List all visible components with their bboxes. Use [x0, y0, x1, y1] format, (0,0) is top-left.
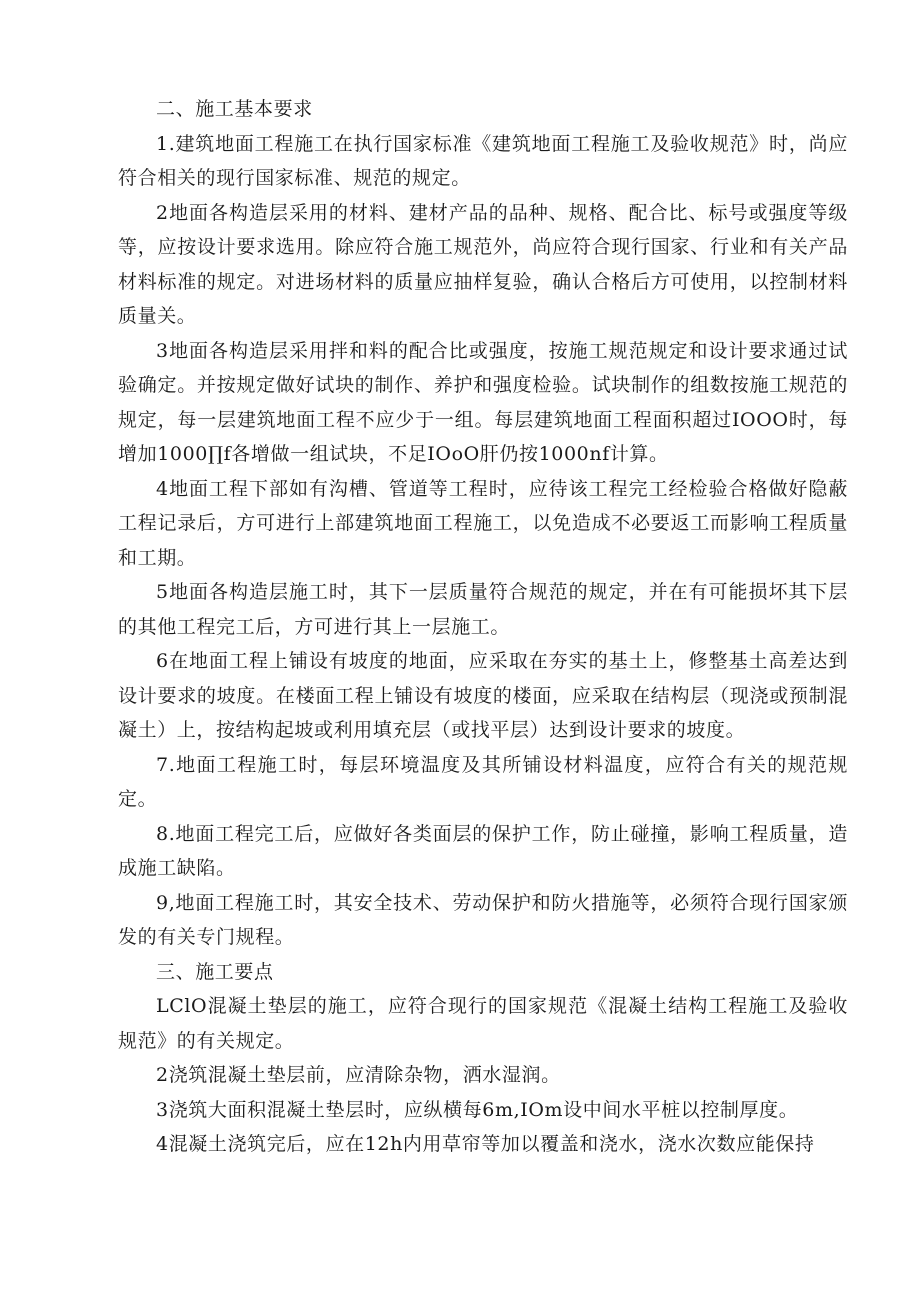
paragraph-3-4: 4混凝土浇筑完后，应在12h内用草帘等加以覆盖和浇水，浇水次数应能保持 [156, 1133, 815, 1155]
document-body [118, 92, 848, 1162]
paragraph-2-5: 5地面各构造层施工时，其下一层质量符合规范的规定，并在有可能损坏其下层的其他工程完工后，方可进行其上一层施工。 [118, 581, 848, 638]
section-heading-2: 二、施工基本要求 [156, 98, 313, 120]
section-heading-3: 三、施工要点 [156, 960, 274, 983]
paragraph-3-1: LClO混凝土垫层的施工，应符合现行的国家规范《混凝土结构工程施工及验收规范》的有关规定。 [118, 995, 848, 1052]
paragraph-2-8: 8.地面工程完工后，应做好各类面层的保护工作，防止碰撞，影响工程质量，造成施工缺陷。 [118, 822, 848, 879]
paragraph-2-7: 7.地面工程施工时，每层环境温度及其所铺设材料温度，应符合有关的规范规定。 [118, 753, 848, 810]
paragraph-2-4: 4地面工程下部如有沟槽、管道等工程时，应待该工程完工经检验合格做好隐蔽工程记录后，方可进行上部建筑地面工程施工，以免造成不必要返工而影响工程质量和工期。 [118, 477, 848, 569]
paragraph-2-1: 1.建筑地面工程施工在执行国家标准《建筑地面工程施工及验收规范》时，尚应符合相关的现行国家标准、规范的规定。 [118, 132, 848, 189]
paragraph-2-2: 2地面各构造层采用的材料、建材产品的品种、规格、配合比、标号或强度等级等，应按设计要求选用。除应符合施工规范外，尚应符合现行国家、行业和有关产品材料标准的规定。对进场材料的质量应抽样复验，确认合格后方可使用，以控制材料质量关。 [118, 201, 848, 327]
paragraph-2-6: 6在地面工程上铺设有坡度的地面，应采取在夯实的基土上，修整基土高差达到设计要求的坡度。在楼面工程上铺设有坡度的楼面，应采取在结构层（现浇或预制混凝土）上，按结构起坡或利用填充层（或找平层）达到设计要求的坡度。 [118, 650, 848, 741]
paragraph-2-9: 9,地面工程施工时，其安全技术、劳动保护和防火措施等，必须符合现行国家颁发的有关专门规程。 [118, 891, 848, 948]
paragraph-2-3: 3地面各构造层采用拌和料的配合比或强度，按施工规范规定和设计要求通过试验确定。并按规定做好试块的制作、养护和强度检验。试块制作的组数按施工规范的规定，每一层建筑地面工程不应少于一组。每层建筑地面工程面积超过IOOO时，每增加1000∏f各增做一组试块，不足IOoO肝仍按1000nf计算。 [118, 339, 848, 465]
paragraph-3-3: 3浇筑大面积混凝土垫层时，应纵横每6m,IOm设中间水平桩以控制厚度。 [156, 1098, 799, 1121]
paragraph-3-2: 2浇筑混凝土垫层前，应清除杂物，洒水湿润。 [156, 1064, 561, 1086]
